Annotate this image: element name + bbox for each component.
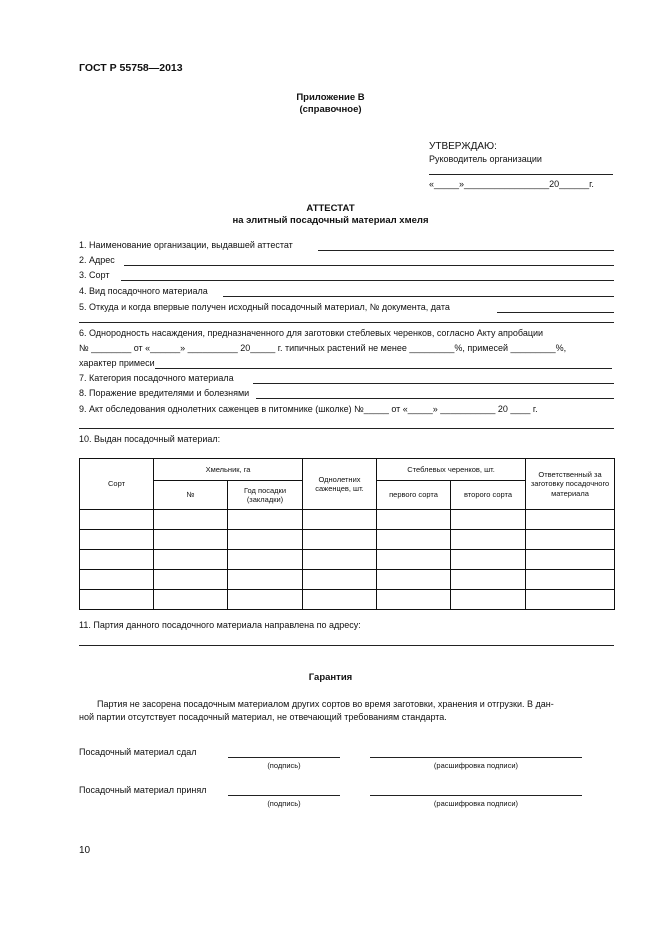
item-11-label: 11. Партия данного посадочного материала направлена по адресу: — [79, 620, 361, 630]
table-cell[interactable] — [377, 570, 451, 590]
table-row — [80, 550, 615, 570]
item-5-label: 5. Откуда и когда впервые получен исходный посадочный материал, № документа, дата — [79, 302, 450, 312]
col-seedlings: Однолетних саженцев, шт. — [303, 459, 377, 510]
item-7-field[interactable] — [253, 383, 614, 384]
item-1-field[interactable] — [318, 250, 614, 251]
doc-title: АТТЕСТАТ — [306, 203, 355, 214]
group-hopyard: Хмельник, га — [154, 459, 303, 481]
item-6-line2: № ________ от «______» __________ 20_____ г. типичных растений не менее _________%, примесей _________%, — [79, 343, 567, 353]
table-cell[interactable] — [80, 510, 154, 530]
item-4-field[interactable] — [223, 296, 614, 297]
item-5-extra-line[interactable] — [79, 322, 614, 323]
table-cell[interactable] — [228, 510, 303, 530]
approval-date-line: «_____»_________________20______г. — [429, 179, 594, 189]
table-cell[interactable] — [526, 570, 615, 590]
table-cell[interactable] — [451, 530, 526, 550]
table-cell[interactable] — [377, 550, 451, 570]
handed-signature-field[interactable] — [228, 757, 340, 758]
page-number: 10 — [79, 845, 91, 856]
item-4-label: 4. Вид посадочного материала — [79, 286, 208, 296]
item-6-field[interactable] — [155, 368, 612, 369]
table-cell[interactable] — [303, 570, 377, 590]
table-cell[interactable] — [80, 550, 154, 570]
item-11-field[interactable] — [79, 645, 614, 646]
table-cell[interactable] — [228, 570, 303, 590]
item-3-label: 3. Сорт — [79, 270, 110, 280]
item-9-label: 9. Акт обследования однолетних саженцев в питомнике (школке) №_____ от «_____» ___________ 20 ____ г. — [79, 404, 538, 414]
standard-number: ГОСТ Р 55758—2013 — [79, 62, 183, 74]
approval-name-line — [429, 174, 613, 175]
group-cuttings: Стеблевых черенков, шт. — [377, 459, 526, 481]
table-cell[interactable] — [228, 530, 303, 550]
received-label: Посадочный материал принял — [79, 785, 207, 795]
item-8-field[interactable] — [256, 398, 614, 399]
table-cell[interactable] — [303, 590, 377, 610]
handed-decode-field[interactable] — [370, 757, 582, 758]
col-year: Год посадки (закладки) — [228, 481, 303, 510]
table-row — [80, 510, 615, 530]
table-cell[interactable] — [377, 590, 451, 610]
table-cell[interactable] — [451, 590, 526, 610]
table-cell[interactable] — [154, 550, 228, 570]
col-first: первого сорта — [377, 481, 451, 510]
table-cell[interactable] — [526, 530, 615, 550]
table-cell[interactable] — [303, 530, 377, 550]
material-table — [79, 458, 615, 610]
guarantee-text-line1: Партия не засорена посадочным материалом других сортов во время заготовки, хранения и отгрузки. В дан- — [97, 699, 554, 709]
table-row — [80, 570, 615, 590]
appendix-note: (справочное) — [299, 104, 362, 115]
table-cell[interactable] — [154, 570, 228, 590]
guarantee-text-line2: ной партии отсутствует посадочный материал, не отвечающий требованиям стандарта. — [79, 712, 447, 722]
item-5-field[interactable] — [497, 312, 614, 313]
item-6-line3: характер примеси — [79, 358, 155, 368]
handed-decode-caption: (расшифровка подписи) — [433, 761, 519, 770]
item-9-extra-line[interactable] — [79, 428, 614, 429]
table-cell[interactable] — [526, 590, 615, 610]
received-decode-caption: (расшифровка подписи) — [433, 799, 519, 808]
col-second: второго сорта — [451, 481, 526, 510]
table-cell[interactable] — [526, 510, 615, 530]
col-responsible: Ответственный за заготовку посадочного материала — [526, 459, 615, 510]
table-row — [80, 590, 615, 610]
guarantee-title: Гарантия — [308, 672, 353, 683]
received-decode-field[interactable] — [370, 795, 582, 796]
item-10-label: 10. Выдан посадочный материал: — [79, 434, 221, 444]
table-cell[interactable] — [228, 550, 303, 570]
appendix-title: Приложение В — [296, 92, 365, 103]
handed-signature-caption: (подпись) — [267, 761, 301, 770]
table-cell[interactable] — [303, 550, 377, 570]
table-cell[interactable] — [377, 510, 451, 530]
table-cell[interactable] — [80, 590, 154, 610]
item-6-line1: 6. Однородность насаждения, предназначенного для заготовки стеблевых черенков, согласно Акту апробации — [79, 328, 544, 338]
item-2-label: 2. Адрес — [79, 255, 115, 265]
table-cell[interactable] — [154, 510, 228, 530]
table-cell[interactable] — [228, 590, 303, 610]
col-no: № — [154, 481, 228, 510]
table-row — [80, 530, 615, 550]
table-cell[interactable] — [80, 530, 154, 550]
col-sort: Сорт — [80, 459, 154, 510]
item-3-field[interactable] — [121, 280, 614, 281]
table-cell[interactable] — [526, 550, 615, 570]
approval-title: УТВЕРЖДАЮ: — [429, 141, 497, 152]
table-cell[interactable] — [80, 570, 154, 590]
item-1-label: 1. Наименование организации, выдавшей аттестат — [79, 240, 293, 250]
item-7-label: 7. Категория посадочного материала — [79, 373, 234, 383]
item-8-label: 8. Поражение вредителями и болезнями — [79, 388, 250, 398]
approval-role: Руководитель организации — [429, 154, 542, 164]
item-2-field[interactable] — [124, 265, 614, 266]
received-signature-caption: (подпись) — [267, 799, 301, 808]
handed-label: Посадочный материал сдал — [79, 747, 197, 757]
table-cell[interactable] — [154, 590, 228, 610]
received-signature-field[interactable] — [228, 795, 340, 796]
table-cell[interactable] — [154, 530, 228, 550]
table-cell[interactable] — [377, 530, 451, 550]
table-cell[interactable] — [303, 510, 377, 530]
table-cell[interactable] — [451, 550, 526, 570]
table-cell[interactable] — [451, 510, 526, 530]
table-cell[interactable] — [451, 570, 526, 590]
doc-subtitle: на элитный посадочный материал хмеля — [232, 215, 429, 226]
